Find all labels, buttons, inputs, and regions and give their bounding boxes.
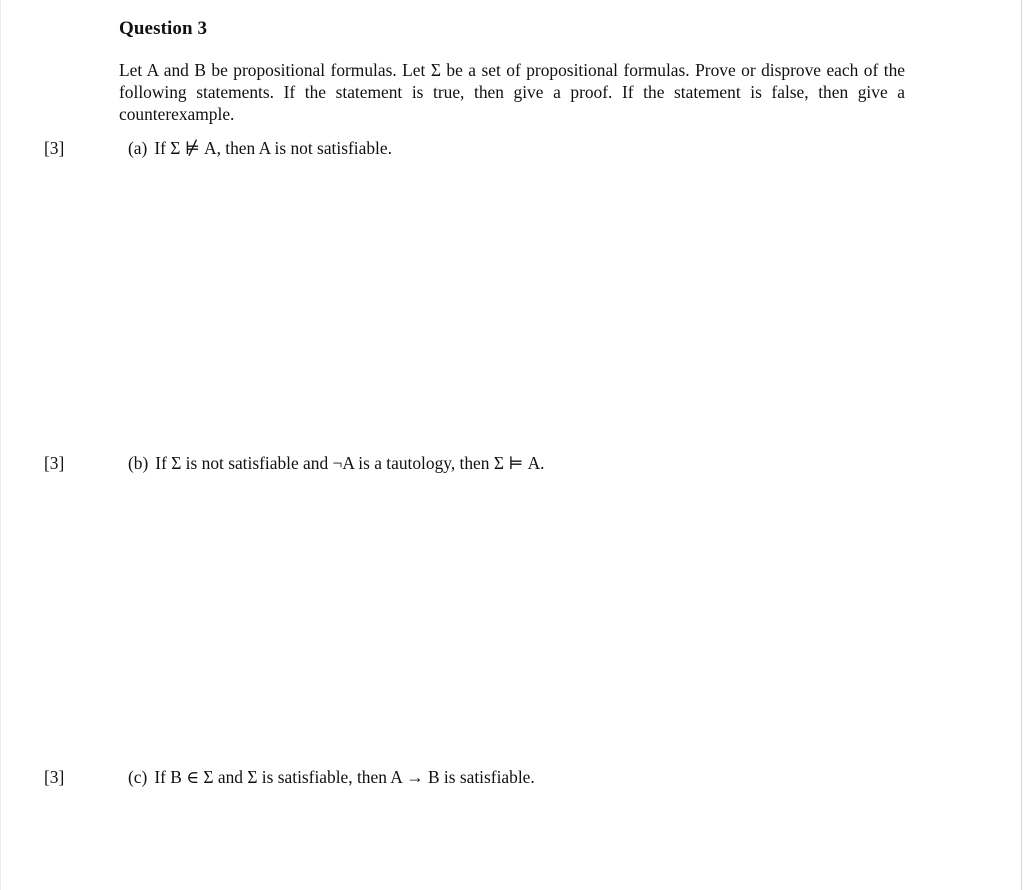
part-a-marks: [3] — [44, 138, 65, 158]
part-b-label: (b) — [128, 453, 149, 473]
part-a — [128, 138, 392, 159]
page-left-border — [0, 0, 1, 890]
part-a-statement: If Σ ⊭ A, then A is not satisfiable. — [154, 138, 392, 158]
part-c-statement: If B ∈ Σ and Σ is satisfiable, then A → B is satisfiable. — [154, 767, 535, 787]
part-c — [128, 767, 535, 788]
part-a-label: (a) — [128, 138, 148, 158]
part-b — [128, 453, 545, 474]
part-b-statement: If Σ is not satisfiable and ¬A is a tautology, then Σ ⊨ A. — [155, 453, 545, 473]
part-c-label: (c) — [128, 767, 148, 787]
page-right-border — [1021, 0, 1022, 890]
part-c-marks: [3] — [44, 767, 65, 787]
question-title: Question 3 — [119, 18, 208, 39]
question-intro: Let A and B be propositional formulas. Let Σ be a set of propositional formulas. Prove or disprove each of the following statements. If the statement is true, then give a proof. If the statement is false, then give a counterexample. — [119, 60, 905, 124]
part-b-marks: [3] — [44, 453, 65, 473]
